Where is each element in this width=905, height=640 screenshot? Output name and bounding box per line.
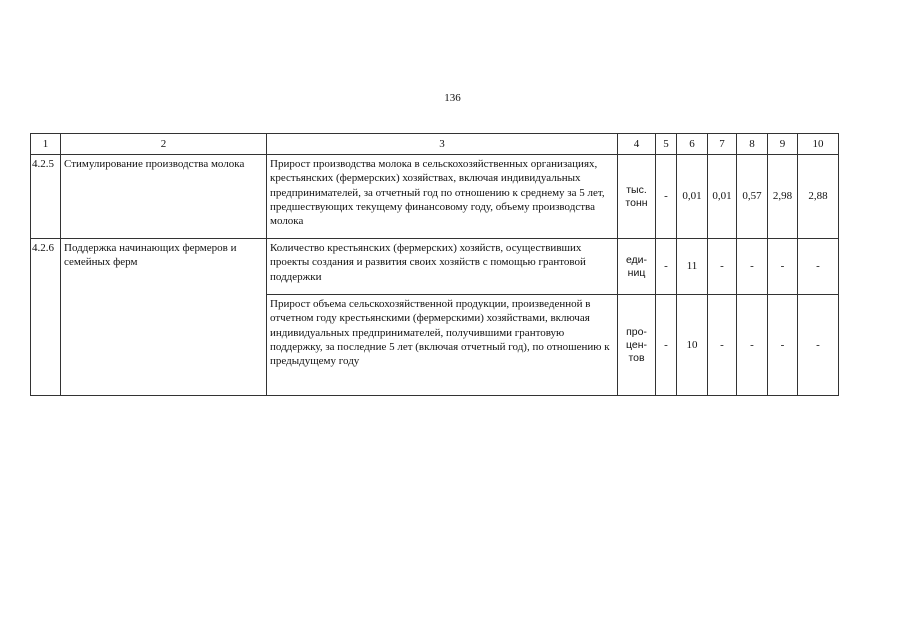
row-number: 4.2.5 [31, 155, 61, 239]
unit-cell: про-цен-тов [618, 295, 656, 396]
value-cell: 11 [677, 239, 708, 295]
header-cell: 10 [798, 134, 839, 155]
value-cell: 0,57 [737, 155, 768, 239]
unit-cell: тыс. тонн [618, 155, 656, 239]
value-cell: - [737, 295, 768, 396]
value-cell: - [768, 239, 798, 295]
value-cell: - [656, 239, 677, 295]
table-header-row [31, 134, 839, 155]
row-number: 4.2.6 [31, 239, 61, 396]
value-cell: - [737, 239, 768, 295]
value-cell: 0,01 [708, 155, 737, 239]
table-row [31, 155, 839, 239]
measure-name: Стимулирование производства молока [61, 155, 267, 239]
header-cell: 1 [31, 134, 61, 155]
value-cell: 10 [677, 295, 708, 396]
value-cell: - [798, 295, 839, 396]
indicators-table [30, 133, 839, 396]
value-cell: - [656, 295, 677, 396]
header-cell: 2 [61, 134, 267, 155]
header-cell: 9 [768, 134, 798, 155]
value-cell: 2,98 [768, 155, 798, 239]
value-cell: - [798, 239, 839, 295]
indicator-text: Количество крестьянских (фермерских) хозяйств, осуществивших проекты создания и развития своих хозяйств с помощью грантовой поддержки [267, 239, 618, 295]
value-cell: 2,88 [798, 155, 839, 239]
header-cell: 6 [677, 134, 708, 155]
header-cell: 7 [708, 134, 737, 155]
table-row [31, 239, 839, 295]
measure-name: Поддержка начинающих фермеров и семейных ферм [61, 239, 267, 396]
value-cell: - [768, 295, 798, 396]
indicator-text: Прирост объема сельскохозяйственной продукции, произведенной в отчетном году крестьянскими (фермерскими) хозяйствами, включая индивидуальных предпринимателей, получившими грантовую поддержку, за последние 5 лет (включая отчетный год), по отношению к предыдущему году [267, 295, 618, 396]
unit-cell: еди-ниц [618, 239, 656, 295]
header-cell: 4 [618, 134, 656, 155]
indicator-text: Прирост производства молока в сельскохозяйственных организациях, крестьянских (фермерских) хозяйствах, включая индивидуальных предпринимателей, за отчетный год по отношению к среднему за 5 лет, предшествующих текущему финансовому году, объему производства молока [267, 155, 618, 239]
value-cell: - [708, 239, 737, 295]
header-cell: 8 [737, 134, 768, 155]
header-cell: 3 [267, 134, 618, 155]
value-cell: - [656, 155, 677, 239]
page-number: 136 [444, 92, 461, 104]
value-cell: 0,01 [677, 155, 708, 239]
value-cell: - [708, 295, 737, 396]
header-cell: 5 [656, 134, 677, 155]
